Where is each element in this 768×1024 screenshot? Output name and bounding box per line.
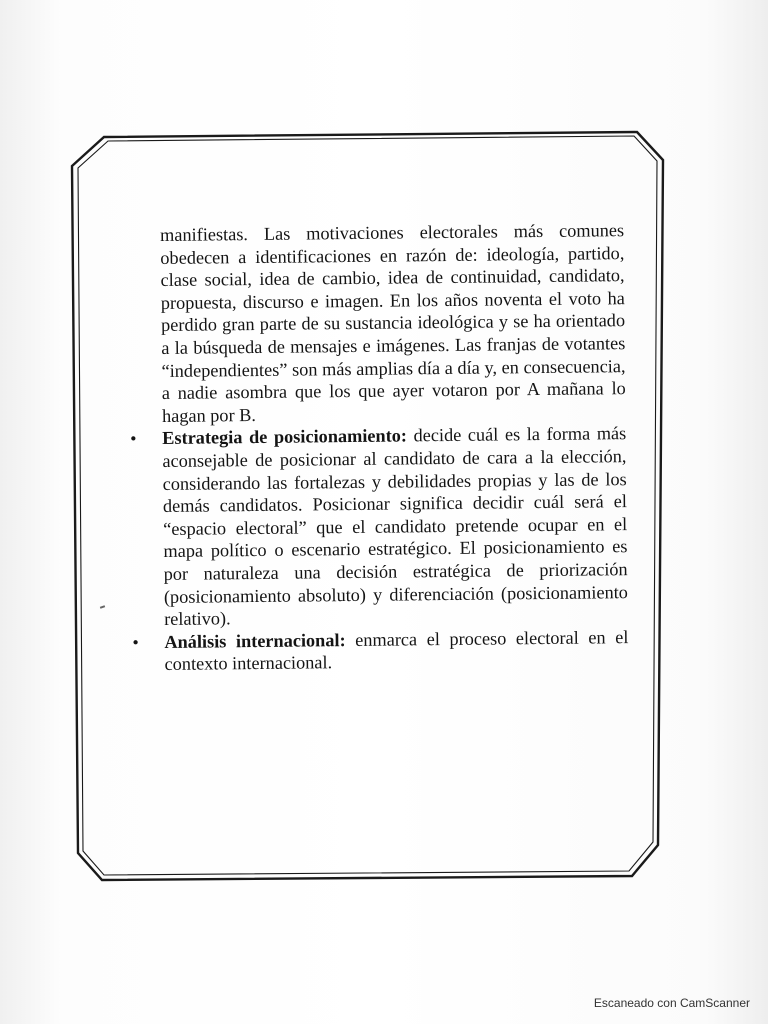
- bullet-description: decide cuál es la forma más aconsejable de posicionar al candidato de cara a la elección, considerando las fortalezas y debilidades propias y las de los demás candidatos. Posicionar significa decidir cuál será el “espacio electoral” que el candidato pretende ocupar en el mapa político o escenario estratégico. El posicionamiento es por naturaleza una decisión estratégica de priorización (posicionamiento absoluto) y diferenciación (posicionamiento relativo).: [162, 423, 628, 630]
- camscanner-watermark: Escaneado con CamScanner: [593, 996, 750, 1010]
- bullet-marker: •: [132, 631, 139, 652]
- bullet-positioning-strategy: [130, 422, 628, 630]
- bullet-term: Estrategia de posicionamiento:: [162, 425, 408, 449]
- bullet-international-analysis: [132, 626, 629, 676]
- paragraph-motivations: manifiestas. Las motivaciones electorales más comunes obedecen a identificaciones en razón de: ideología, partido, clase social, idea de cambio, idea de continuidad, candidato, propuesta, discurso e imagen. En los años noventa el voto ha perdido gran parte de su sustancia ideológica y se ha orientado a la búsqueda de mensajes e imágenes. Las franjas de votantes “independientes” son más amplias día a día y, en consecuencia, a nadie asombra que los que ayer votaron por A mañana lo hagan por B.: [160, 220, 626, 426]
- body-text: [130, 219, 629, 676]
- bullet-marker: •: [130, 428, 137, 449]
- bullet-description: enmarca el proceso electoral en el contexto internacional.: [164, 626, 629, 675]
- bullet-term: Análisis internacional:: [164, 629, 346, 652]
